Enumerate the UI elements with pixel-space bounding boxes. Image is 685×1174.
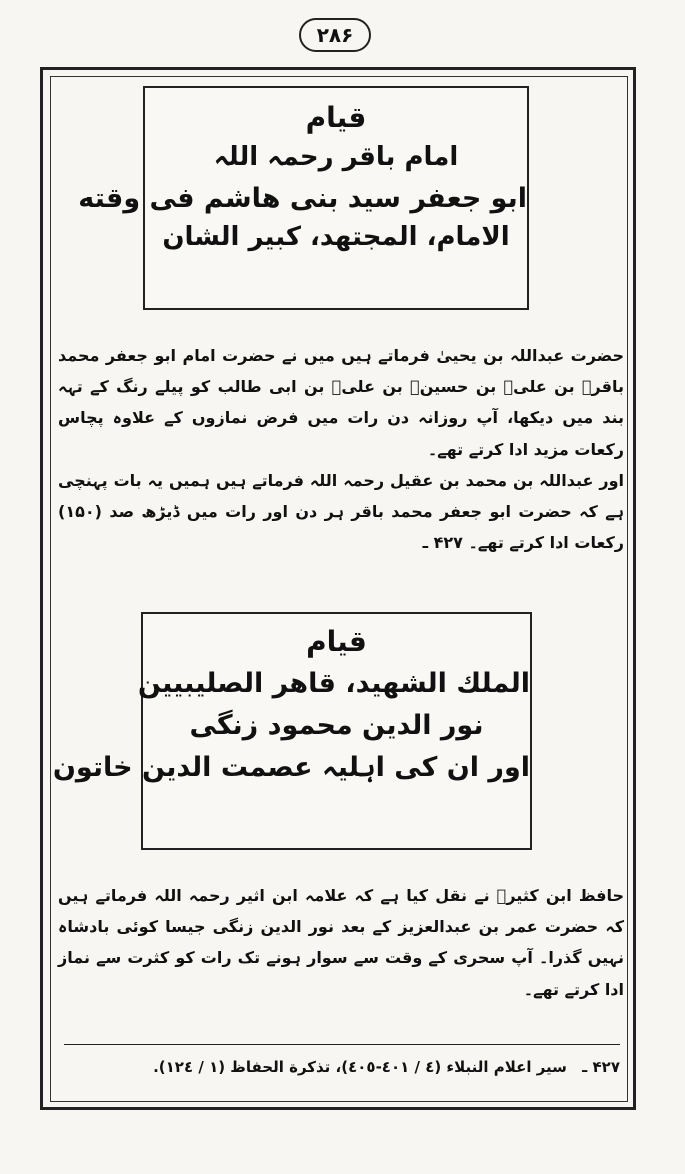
section1-subject: امام باقر رحمہ اللہ <box>213 142 459 172</box>
footnote-number: ۴۲۷ ـ <box>582 1058 620 1076</box>
section2-heading: قیام <box>306 625 367 658</box>
section2-epithet: الملك الشهيد، قاهر الصليبيين <box>137 668 530 699</box>
section2-body <box>58 880 624 1005</box>
section2-subject-wife: اور ان کی اہلیہ عصمت الدین خاتون <box>52 751 530 783</box>
section2-subject: نور الدین محمود زنگی <box>189 709 484 741</box>
section1-titles: الامام، المجتهد، کبیر الشان <box>162 222 510 253</box>
section1-body <box>58 340 624 558</box>
section1-paragraph-1: حضرت عبداللہ بن یحییٰ فرماتے ہیں میں نے حضرت امام ابو جعفر محمد باقرؒ بن علیؒ بن حسینؒ بن علیؓ بن ابی طالب کو پیلے رنگ کے تہہ بند میں دیکھا، آپ روزانہ دن رات میں فرض نمازوں کے علاوہ پچاس رکعات مزید ادا کرتے تھے۔ <box>58 346 624 459</box>
section1-title-box <box>78 86 529 310</box>
section2-title-box <box>52 612 532 850</box>
footnote <box>64 1058 620 1076</box>
page-number: ۲۸۶ <box>299 18 371 52</box>
section1-heading: قیام <box>305 101 367 134</box>
section1-epithet: ابو جعفر سید بنی هاشم فی وقته <box>78 182 527 214</box>
section2-paragraph-1: حافظ ابن کثیرؒ نے نقل کیا ہے کہ علامہ ابن اثیر رحمہ اللہ فرماتے ہیں کہ حضرت عمر بن عبدالعزیز کے بعد نور الدین زنگی جیسا کوئی بادشاہ نہیں گذرا۔ آپ سحری کے وقت سے سوار ہونے تک رات کو کثرت سے نماز ادا کرتے تھے۔ <box>58 886 624 999</box>
section1-paragraph-2: اور عبداللہ بن محمد بن عقیل رحمہ اللہ فرماتے ہیں ہمیں یہ بات پہنچی ہے کہ حضرت ابو جعفر محمد باقر ہر دن اور رات میں ڈیڑھ صد (۱۵۰) رکعات ادا کرتے تھے۔ ۴۲۷ ـ <box>58 470 624 553</box>
footnote-divider <box>64 1044 620 1045</box>
footnote-text: سیر اعلام النبلاء (٤ / ٤٠١-٤٠٥)، تذکرة الحفاظ (١ / ١٢٤). <box>153 1058 567 1076</box>
